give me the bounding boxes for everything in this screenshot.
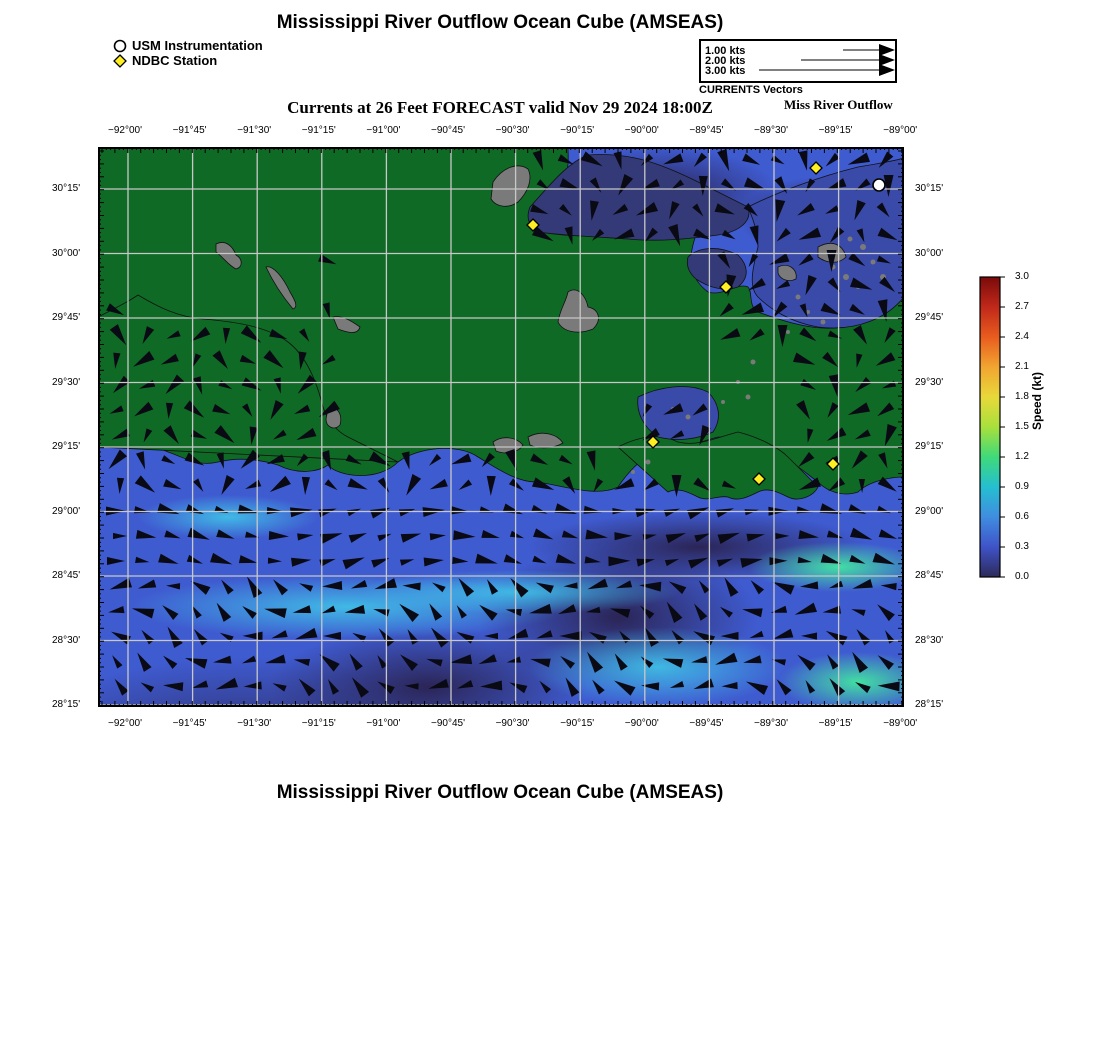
lon-tick-label-top: −89°15' <box>818 125 853 136</box>
lat-tick-label-right: 29°00' <box>915 505 944 517</box>
vector-scale-box <box>699 39 897 83</box>
colorbar-tick-label: 2.7 <box>1015 301 1029 312</box>
lat-tick-label-right: 29°45' <box>915 312 944 323</box>
lon-tick-label-top: −89°30' <box>754 125 788 136</box>
lon-tick-label-top: −91°15' <box>301 125 336 136</box>
lon-tick-label-bottom: −90°30' <box>495 718 530 729</box>
currents-map <box>98 147 904 707</box>
colorbar-tick-label: 1.2 <box>1015 451 1029 462</box>
lon-tick-label-top: −92°00' <box>108 125 142 136</box>
lon-tick-label-top: −89°45' <box>689 125 724 136</box>
lat-tick-label-left: 28°15' <box>52 699 81 710</box>
lon-tick-label-bottom: −91°45' <box>172 718 207 729</box>
legend-usm-label: USM Instrumentation <box>132 38 263 53</box>
legend-usm <box>113 38 263 53</box>
lon-tick-label-top: −90°15' <box>560 125 595 136</box>
footer-title: Mississippi River Outflow Ocean Cube (AMSEAS) <box>276 782 724 803</box>
vector-scale-2: 2.00 kts <box>705 55 746 67</box>
lat-tick-label-left: 29°15' <box>52 441 81 452</box>
region-label: Miss River Outflow <box>784 97 893 112</box>
lat-tick-label-left: 29°45' <box>52 312 81 323</box>
lon-tick-label-bottom: −91°00' <box>366 718 401 729</box>
lon-tick-label-bottom: −91°30' <box>237 718 272 729</box>
colorbar-tick-label: 1.5 <box>1015 421 1029 432</box>
colorbar-tick-label: 0.9 <box>1015 481 1029 492</box>
lon-tick-label-top: −90°00' <box>624 125 659 136</box>
lon-tick-label-bottom: −89°30' <box>754 718 788 729</box>
colorbar-tick-label: 0.0 <box>1015 571 1029 582</box>
ndbc-diamond-icon <box>113 54 127 68</box>
lon-tick-label-bottom: −90°00' <box>624 718 659 729</box>
colorbar-tick-label: 1.8 <box>1015 391 1029 402</box>
colorbar-tick-label: 2.1 <box>1015 361 1029 372</box>
lon-tick-label-top: −91°00' <box>366 125 401 136</box>
lon-tick-label-bottom: −91°15' <box>301 718 336 729</box>
colorbar-tick-label: 2.4 <box>1015 331 1029 342</box>
lon-tick-label-bottom: −89°45' <box>689 718 724 729</box>
lon-tick-label-top: −91°30' <box>237 125 272 136</box>
lat-tick-label-left: 28°30' <box>52 634 81 646</box>
lat-tick-label-right: 28°15' <box>915 699 944 710</box>
colorbar-title: Speed (kt) <box>1030 371 1044 430</box>
lat-tick-label-right: 30°15' <box>915 183 944 194</box>
lon-tick-label-top: −91°45' <box>172 125 207 136</box>
vector-scale-arrows <box>701 41 895 81</box>
lon-tick-label-bottom: −90°45' <box>431 718 465 729</box>
lon-tick-label-top: −89°00' <box>883 125 918 136</box>
lat-tick-label-left: 29°30' <box>52 376 81 388</box>
vector-scale-3: 3.00 kts <box>705 65 746 77</box>
lat-tick-label-right: 29°30' <box>915 376 944 388</box>
lat-tick-label-left: 30°15' <box>52 183 81 194</box>
lon-tick-label-top: −90°45' <box>431 125 465 136</box>
map-subtitle: Currents at 26 Feet FORECAST valid Nov 29 2024 18:00Z <box>287 98 713 117</box>
legend-ndbc <box>113 53 217 68</box>
lon-tick-label-bottom: −92°00' <box>108 718 142 729</box>
vector-caption: CURRENTS Vectors <box>699 84 803 96</box>
lat-tick-label-right: 30°00' <box>915 247 944 259</box>
lon-tick-label-bottom: −90°15' <box>560 718 595 729</box>
lon-tick-label-top: −90°30' <box>495 125 530 136</box>
lon-tick-label-bottom: −89°00' <box>883 718 918 729</box>
speed-colorbar <box>978 275 1012 581</box>
colorbar-tick-label: 3.0 <box>1015 271 1029 282</box>
page-title: Mississippi River Outflow Ocean Cube (AMSEAS) <box>276 12 724 33</box>
usm-circle-icon <box>113 39 127 53</box>
lat-tick-label-left: 28°45' <box>52 570 81 581</box>
lat-tick-label-right: 29°15' <box>915 441 944 452</box>
lon-tick-label-bottom: −89°15' <box>818 718 853 729</box>
lat-tick-label-left: 29°00' <box>52 505 81 517</box>
colorbar-tick-label: 0.6 <box>1015 511 1029 522</box>
usm-station-marker[interactable] <box>873 179 885 191</box>
lat-tick-label-left: 30°00' <box>52 247 81 259</box>
lat-tick-label-right: 28°30' <box>915 634 944 646</box>
legend-ndbc-label: NDBC Station <box>132 53 218 68</box>
lat-tick-label-right: 28°45' <box>915 570 944 581</box>
colorbar-tick-label: 0.3 <box>1015 541 1029 552</box>
vector-scale-1: 1.00 kts <box>705 45 746 57</box>
